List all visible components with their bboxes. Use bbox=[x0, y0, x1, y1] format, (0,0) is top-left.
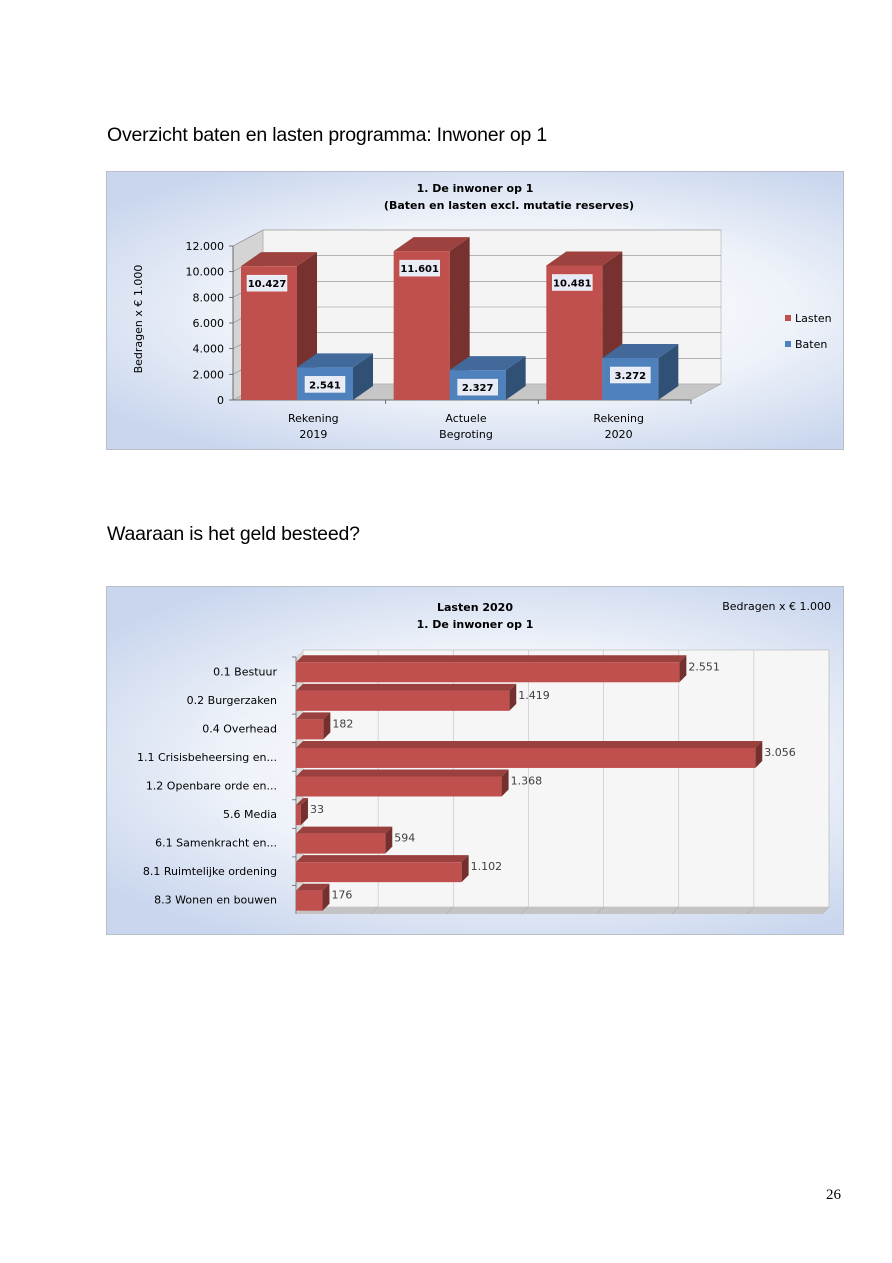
chart2-category-label: 6.1 Samenkracht en... bbox=[155, 836, 277, 850]
chart2-bar-top bbox=[296, 684, 516, 691]
chart2-category-label: 8.3 Wonen en bouwen bbox=[154, 893, 277, 907]
chart2-subtitle: 1. De inwoner op 1 bbox=[416, 618, 534, 631]
chart2-data-label: 1.368 bbox=[510, 774, 543, 788]
chart-lasten-2020-svg bbox=[107, 587, 843, 934]
chart1-x-tick-label: 2019 bbox=[299, 428, 328, 441]
chart2-category-label: 1.1 Crisisbeheersing en... bbox=[136, 750, 277, 764]
chart-lasten-2020 bbox=[106, 586, 844, 935]
chart1-x-tick-label: Rekening bbox=[288, 412, 339, 425]
chart1-data-label: 10.481 bbox=[553, 278, 592, 290]
chart2-category-label: 0.2 Burgerzaken bbox=[186, 693, 277, 707]
chart1-y-tick-label: 10.000 bbox=[185, 265, 224, 279]
chart1-data-label: 10.427 bbox=[247, 279, 287, 291]
chart1-data-label: 2.327 bbox=[461, 383, 494, 395]
chart2-data-label: 1.419 bbox=[518, 688, 550, 702]
chart2-category-label: 8.1 Ruimtelijke ordening bbox=[142, 865, 277, 879]
page-number: 26 bbox=[826, 1187, 841, 1203]
chart1-data-label: 3.272 bbox=[614, 371, 647, 383]
chart1-legend-swatch bbox=[785, 341, 791, 347]
chart1-y-tick-label: 0 bbox=[217, 394, 224, 407]
chart2-bar-top bbox=[296, 827, 392, 834]
chart2-bar-top bbox=[296, 655, 686, 662]
chart1-y-tick-label: 4.000 bbox=[192, 342, 224, 356]
chart2-bar-top bbox=[296, 855, 469, 862]
chart1-y-axis-label: Bedragen x € 1.000 bbox=[132, 264, 145, 374]
chart2-data-label: 3.056 bbox=[764, 745, 796, 759]
chart2-category-label: 1.2 Openbare orde en... bbox=[145, 779, 277, 793]
chart2-data-label: 33 bbox=[309, 803, 324, 817]
chart2-bar-top bbox=[296, 741, 762, 748]
chart1-legend-label: Lasten bbox=[795, 312, 832, 325]
chart2-bar bbox=[296, 719, 323, 739]
chart-baten-lasten-svg bbox=[107, 172, 843, 449]
chart2-data-label: 2.551 bbox=[688, 660, 720, 674]
chart1-legend-swatch bbox=[785, 315, 791, 321]
chart2-bar bbox=[296, 891, 322, 911]
section-heading-overview: Overzicht baten en lasten programma: Inwoner op 1 bbox=[107, 124, 548, 146]
chart2-title: Lasten 2020 bbox=[437, 601, 513, 614]
chart1-x-tick-label: Rekening bbox=[593, 412, 644, 425]
chart2-data-label: 182 bbox=[332, 717, 354, 731]
section-heading-spending: Waaraan is het geld besteed? bbox=[107, 523, 360, 545]
chart2-category-label: 5.6 Media bbox=[222, 808, 277, 822]
chart1-legend-label: Baten bbox=[795, 338, 828, 351]
chart1-y-tick-label: 12.000 bbox=[185, 240, 224, 253]
chart1-y-tick-label: 8.000 bbox=[192, 291, 224, 305]
chart2-data-label: 1.102 bbox=[470, 860, 503, 874]
chart2-floor bbox=[296, 907, 829, 914]
chart2-bar bbox=[296, 805, 301, 825]
chart1-x-tick-label: 2020 bbox=[604, 428, 633, 441]
chart2-bar bbox=[296, 777, 502, 797]
chart1-title: 1. De inwoner op 1 bbox=[416, 182, 534, 195]
chart2-bar bbox=[296, 748, 755, 768]
chart2-bar bbox=[296, 662, 679, 682]
chart2-bar bbox=[296, 834, 385, 854]
chart1-data-label: 11.601 bbox=[400, 264, 439, 276]
chart1-data-label: 2.541 bbox=[309, 380, 341, 392]
chart2-data-label: 176 bbox=[331, 888, 353, 902]
chart1-y-tick-label: 2.000 bbox=[192, 368, 224, 382]
chart2-bar bbox=[296, 691, 509, 711]
chart2-category-label: 0.4 Overhead bbox=[202, 722, 277, 736]
chart2-category-label: 0.1 Bestuur bbox=[213, 665, 277, 679]
chart1-x-tick-label: Begroting bbox=[439, 428, 493, 441]
chart1-y-tick-label: 6.000 bbox=[192, 317, 224, 330]
chart2-bar-top bbox=[296, 770, 509, 777]
chart1-subtitle: (Baten en lasten excl. mutatie reserves) bbox=[383, 199, 635, 212]
chart2-data-label: 594 bbox=[394, 831, 416, 845]
chart1-x-tick-label: Actuele bbox=[445, 412, 487, 425]
chart2-unit-note: Bedragen x € 1.000 bbox=[722, 600, 831, 613]
chart2-bar bbox=[296, 862, 462, 882]
chart-baten-lasten bbox=[106, 171, 844, 450]
